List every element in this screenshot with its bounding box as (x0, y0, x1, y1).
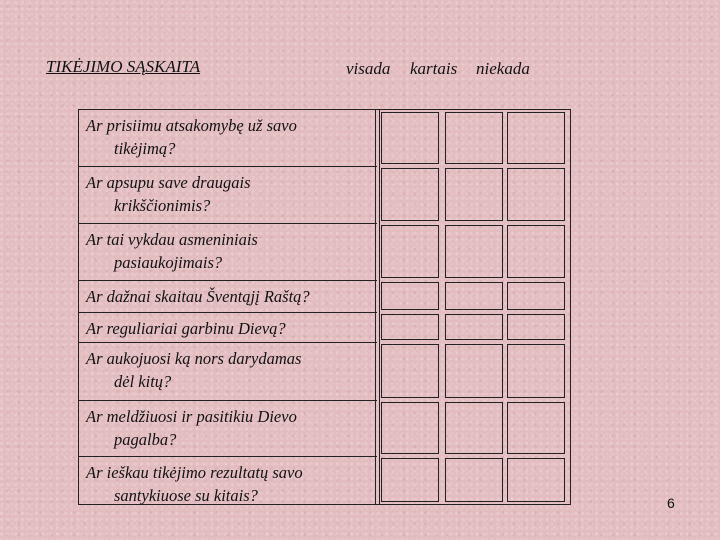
answer-box-kartais[interactable] (445, 282, 503, 310)
question-text: Ar tai vykdau asmeniniais (86, 230, 258, 249)
column-header-kartais: kartais (410, 59, 458, 78)
answer-box-visada[interactable] (381, 458, 439, 502)
answer-box-niekada[interactable] (507, 344, 565, 398)
question-text-continued: tikėjimą? (114, 139, 176, 158)
question-row (79, 312, 377, 342)
answer-box-niekada[interactable] (507, 402, 565, 454)
question-row (79, 400, 377, 456)
question-row (79, 280, 377, 312)
answer-box-niekada[interactable] (507, 282, 565, 310)
page-title: TIKĖJIMO SĄSKAITA (46, 57, 201, 76)
question-text-continued: pasiaukojimais? (114, 253, 223, 272)
answer-box-visada[interactable] (381, 112, 439, 164)
question-row (79, 166, 377, 223)
answer-box-niekada[interactable] (507, 458, 565, 502)
answer-box-visada[interactable] (381, 168, 439, 221)
question-text-continued: dėl kitų? (114, 372, 172, 391)
answer-box-niekada[interactable] (507, 314, 565, 340)
answer-box-kartais[interactable] (445, 225, 503, 278)
answer-box-visada[interactable] (381, 225, 439, 278)
answer-box-kartais[interactable] (445, 458, 503, 502)
answer-box-visada[interactable] (381, 344, 439, 398)
question-row (79, 223, 377, 280)
question-text-continued: krikščionimis? (114, 196, 211, 215)
question-text: Ar meldžiuosi ir pasitikiu Dievo (86, 407, 297, 426)
question-text: Ar ieškau tikėjimo rezultatų savo (86, 463, 303, 482)
question-text: Ar prisiimu atsakomybę už savo (86, 116, 297, 135)
column-header-visada: visada (346, 59, 391, 78)
question-row (79, 456, 377, 504)
answer-box-kartais[interactable] (445, 168, 503, 221)
answer-box-kartais[interactable] (445, 344, 503, 398)
question-text-continued: pagalba? (114, 430, 177, 449)
question-text-continued: santykiuose su kitais? (114, 486, 258, 505)
question-row (79, 342, 377, 400)
answer-box-niekada[interactable] (507, 112, 565, 164)
question-text: Ar reguliariai garbinu Dievą? (86, 319, 286, 338)
answer-box-kartais[interactable] (445, 112, 503, 164)
answer-box-visada[interactable] (381, 402, 439, 454)
answer-box-kartais[interactable] (445, 402, 503, 454)
answer-box-niekada[interactable] (507, 168, 565, 221)
page-number: 6 (667, 495, 675, 511)
questionnaire-table (78, 109, 571, 505)
column-header-niekada: niekada (476, 59, 530, 78)
answer-box-kartais[interactable] (445, 314, 503, 340)
question-text: Ar dažnai skaitau Šventąjį Raštą? (86, 287, 310, 306)
question-text: Ar apsupu save draugais (86, 173, 251, 192)
answer-box-visada[interactable] (381, 314, 439, 340)
question-column-divider (375, 110, 376, 504)
answer-box-visada[interactable] (381, 282, 439, 310)
question-row (79, 110, 377, 166)
answer-box-niekada[interactable] (507, 225, 565, 278)
question-text: Ar aukojuosi ką nors darydamas (86, 349, 302, 368)
